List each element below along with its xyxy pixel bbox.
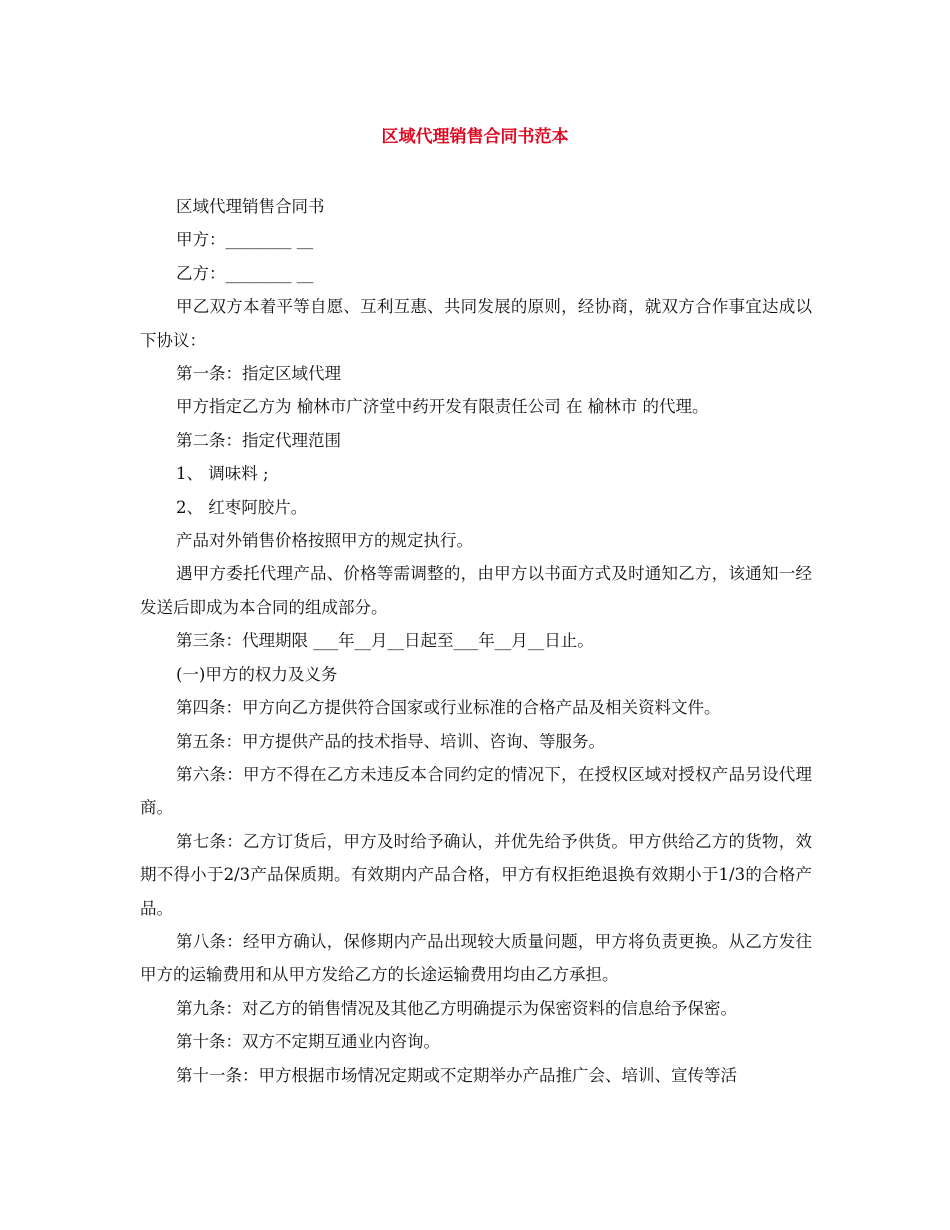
paragraph: 甲乙双方本着平等自愿、互利互惠、共同发展的原则，经协商，就双方合作事宜达成以下协议： bbox=[140, 297, 812, 350]
paragraph: 甲方：________ __ bbox=[176, 230, 314, 250]
paragraph: 1、 调味料 ; bbox=[176, 464, 269, 484]
document-body bbox=[140, 190, 812, 1092]
paragraph: 第五条：甲方提供产品的技术指导、培训、咨询、等服务。 bbox=[176, 731, 605, 751]
paragraph: 第六条：甲方不得在乙方未违反本合同约定的情况下，在授权区域对授权产品另设代理商。 bbox=[140, 764, 812, 818]
paragraph: 第十条：双方不定期互通业内咨询。 bbox=[176, 1032, 440, 1052]
paragraph: 第二条：指定代理范围 bbox=[176, 430, 341, 450]
paragraph: 第七条：乙方订货后，甲方及时给予确认，并优先给予供货。甲方供给乙方的货物，效期不得小于2/3产品保质期。有效期内产品合格，甲方有权拒绝退换有效期小于1/3的合格产品。 bbox=[140, 831, 812, 918]
paragraph: 甲方指定乙方为 榆林市广济堂中药开发有限责任公司 在 榆林市 的代理。 bbox=[176, 397, 709, 417]
paragraph: 第十一条：甲方根据市场情况定期或不定期举办产品推广会、培训、宣传等活 bbox=[176, 1065, 737, 1085]
paragraph: 第一条：指定区域代理 bbox=[176, 364, 341, 384]
paragraph: 产品对外销售价格按照甲方的规定执行。 bbox=[176, 531, 473, 551]
paragraph: 第四条：甲方向乙方提供符合国家或行业标准的合格产品及相关资料文件。 bbox=[176, 698, 721, 718]
paragraph: 区域代理销售合同书 bbox=[176, 197, 325, 216]
paragraph: 遇甲方委托代理产品、价格等需调整的，由甲方以书面方式及时通知乙方，该通知一经发送后即成为本合同的组成部分。 bbox=[140, 564, 812, 617]
document-title: 区域代理销售合同书范本 bbox=[381, 127, 569, 147]
paragraph: 2、 红枣阿胶片。 bbox=[176, 497, 308, 517]
paragraph: 第三条：代理期限 ___年__月__日起至___年__月__日止。 bbox=[176, 631, 594, 651]
paragraph: (一)甲方的权力及义务 bbox=[176, 664, 338, 684]
paragraph: 第八条：经甲方确认，保修期内产品出现较大质量问题，甲方将负责更换。从乙方发往甲方的运输费用和从甲方发给乙方的长途运输费用均由乙方承担。 bbox=[140, 931, 812, 985]
paragraph: 乙方：________ __ bbox=[176, 263, 314, 283]
paragraph: 第九条：对乙方的销售情况及其他乙方明确提示为保密资料的信息给予保密。 bbox=[176, 998, 737, 1018]
